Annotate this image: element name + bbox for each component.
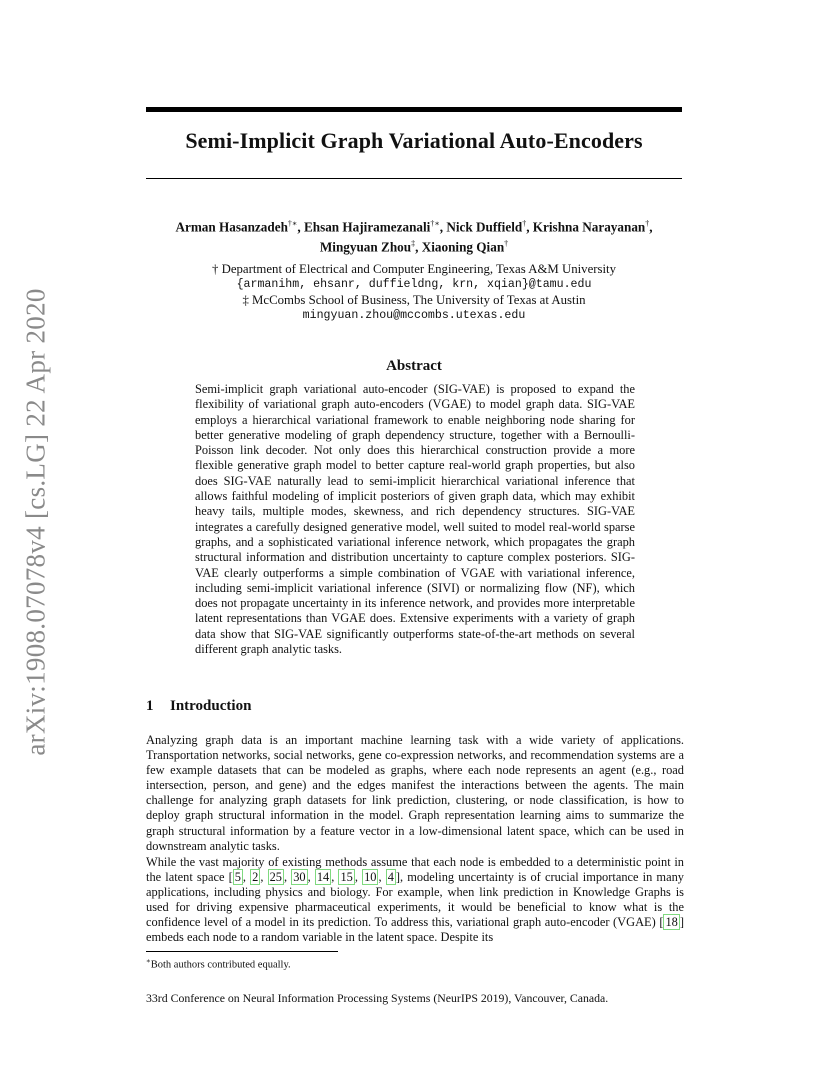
citation-link[interactable]: 5 [234, 870, 241, 885]
footnote-rule [146, 951, 338, 952]
paper-title: Semi-Implicit Graph Variational Auto-Encoders [185, 128, 643, 153]
intro-paragraph-1: Analyzing graph data is an important machine learning task with a wide variety of applications. Transportation networks, social networks, gene co-expression networks, and recommendation systems are a few example datasets that can be modeled as graphs, where each node represents an agent (e.g., road intersection, person, and gene) and the edges manifest the interactions between the agents. The main challenge for analyzing graph datasets for link prediction, clustering, or node classification, is how to deploy graph structural information in the model. Graph representation learning aims to summarize the graph structural information by a feature vector in a low-dimensional latent space, which can be used in downstream analytic tasks. [146, 733, 684, 853]
author-mark: † [504, 239, 509, 249]
footnote-mark: ∗ [146, 957, 151, 965]
citation-link[interactable]: 30 [293, 870, 306, 885]
title-top-rule [146, 107, 682, 112]
citation-link[interactable]: 14 [316, 870, 330, 885]
arxiv-stamp: arXiv:1908.07078v4 [cs.LG] 22 Apr 2020 [20, 288, 51, 756]
author-name: Nick Duffield [446, 219, 523, 235]
citation-link[interactable]: 10 [364, 870, 377, 885]
author-mark: †∗ [430, 219, 440, 228]
abstract-text: Semi-implicit graph variational auto-encoder (SIG-VAE) is proposed to expand the flexibility of variational graph auto-encoders (VGAE) to model graph data. SIG-VAE employs a hierarchical variational framework to enable neighboring node sharing for better generative modeling of graph dependency structure, together with a Bernoulli-Poisson link decoder. Not only does this hierarchical construction provide a more flexible generative graph model to better capture real-world graph properties, but also does SIG-VAE naturally lead to semi-implicit hierarchical variational inference that allows faithful modeling of implicit posteriors of given graph data, which may exhibit heavy tails, multiple modes, skewness, and rich dependency structures. SIG-VAE integrates a carefully designed generative model, well suited to model real-world sparse graphs, and a sophisticated variational inference network, which propagates the graph structural information and distribution uncertainty to capture complex posteriors. SIG-VAE clearly outperforms a simple combination of VGAE with variational inference, including semi-implicit variational inference (SIVI) or normalizing flow (NF), which does not propagate uncertainty in its inference network, and provides more interpretable latent representations than VGAE does. Extensive experiments with a variety of graph data show that SIG-VAE significantly outperforms state-of-the-art methods on several different graph analytic tasks. [195, 382, 635, 657]
email-line: mingyuan.zhou@mccombs.utexas.edu [302, 308, 526, 322]
section-title: Introduction [170, 698, 252, 714]
author-name: Mingyuan Zhou [319, 239, 412, 255]
citation-link[interactable]: 18 [665, 915, 678, 930]
author-name: Krishna Narayanan [532, 219, 646, 235]
footnote [146, 955, 682, 972]
author-mark: †∗ [287, 219, 298, 228]
section-number: 1 [146, 698, 154, 714]
author-list: Arman Hasanzadeh†∗, Ehsan Hajiramezanali†∗, Nick Duffield†, Krishna Narayanan†, Mingyuan Zhou‡, Xiaoning Qian† [175, 219, 653, 255]
author-mark: ‡ [411, 239, 416, 249]
affiliations [146, 262, 682, 323]
citation-link[interactable]: 4 [387, 870, 394, 885]
section-heading [146, 698, 682, 715]
paragraph-text: ], modeling uncertainty is of crucial importance in many applications, including physics and biology. For example, when link prediction in Knowledge Graphs is used for driving expensive pharmaceutical experiments, it would be beneficial to know what is the confidence level of a model in its prediction. To address this, variational graph auto-encoder (VGAE) [ [146, 870, 684, 930]
affiliation-line: † Department of Electrical and Computer Engineering, Texas A&M University [212, 262, 616, 276]
author-name: Arman Hasanzadeh [175, 219, 288, 235]
citation-link[interactable]: 25 [269, 870, 282, 885]
citation-link[interactable]: 2 [252, 870, 259, 885]
author-mark: † [522, 219, 527, 228]
paragraph-text: While the vast majority of existing methods assume that each node is embedded to a deterministic point in the latent space [ [146, 855, 684, 885]
author-name: Xiaoning Qian [421, 239, 505, 255]
author-mark: † [645, 219, 650, 228]
intro-paragraph-2: While the vast majority of existing methods assume that each node is embedded to a deterministic point in the latent space [ 5 , 2 , 25 , 30 , 14 , 15 , 10 , 4 ], modeling uncertainty is of crucial importance in many applications, including physics and biology. For example, when link prediction in Knowledge Graphs is used for driving expensive pharmaceutical experiments, it would be beneficial to know what is the confidence level of a model in its prediction. To address this, variational graph auto-encoder (VGAE) [ 18 ] embeds each node to a random variable in the latent space. Despite its [146, 855, 684, 945]
email-line: {armanihm, ehsanr, duffieldng, krn, xqian}@tamu.edu [236, 278, 592, 292]
citation-link[interactable]: 15 [340, 870, 353, 885]
author-name: Ehsan Hajiramezanali [303, 219, 431, 235]
conference-note: 33rd Conference on Neural Information Processing Systems (NeurIPS 2019), Vancouver, Canada. [146, 991, 609, 1005]
title-bottom-rule [146, 178, 682, 179]
affiliation-line: ‡ McCombs School of Business, The University of Texas at Austin [242, 292, 586, 307]
footnote-text: Both authors contributed equally. [150, 959, 291, 971]
paragraph-text: ] embeds each node to a random variable in the latent space. Despite its [146, 915, 684, 945]
abstract-heading: Abstract [386, 358, 442, 374]
